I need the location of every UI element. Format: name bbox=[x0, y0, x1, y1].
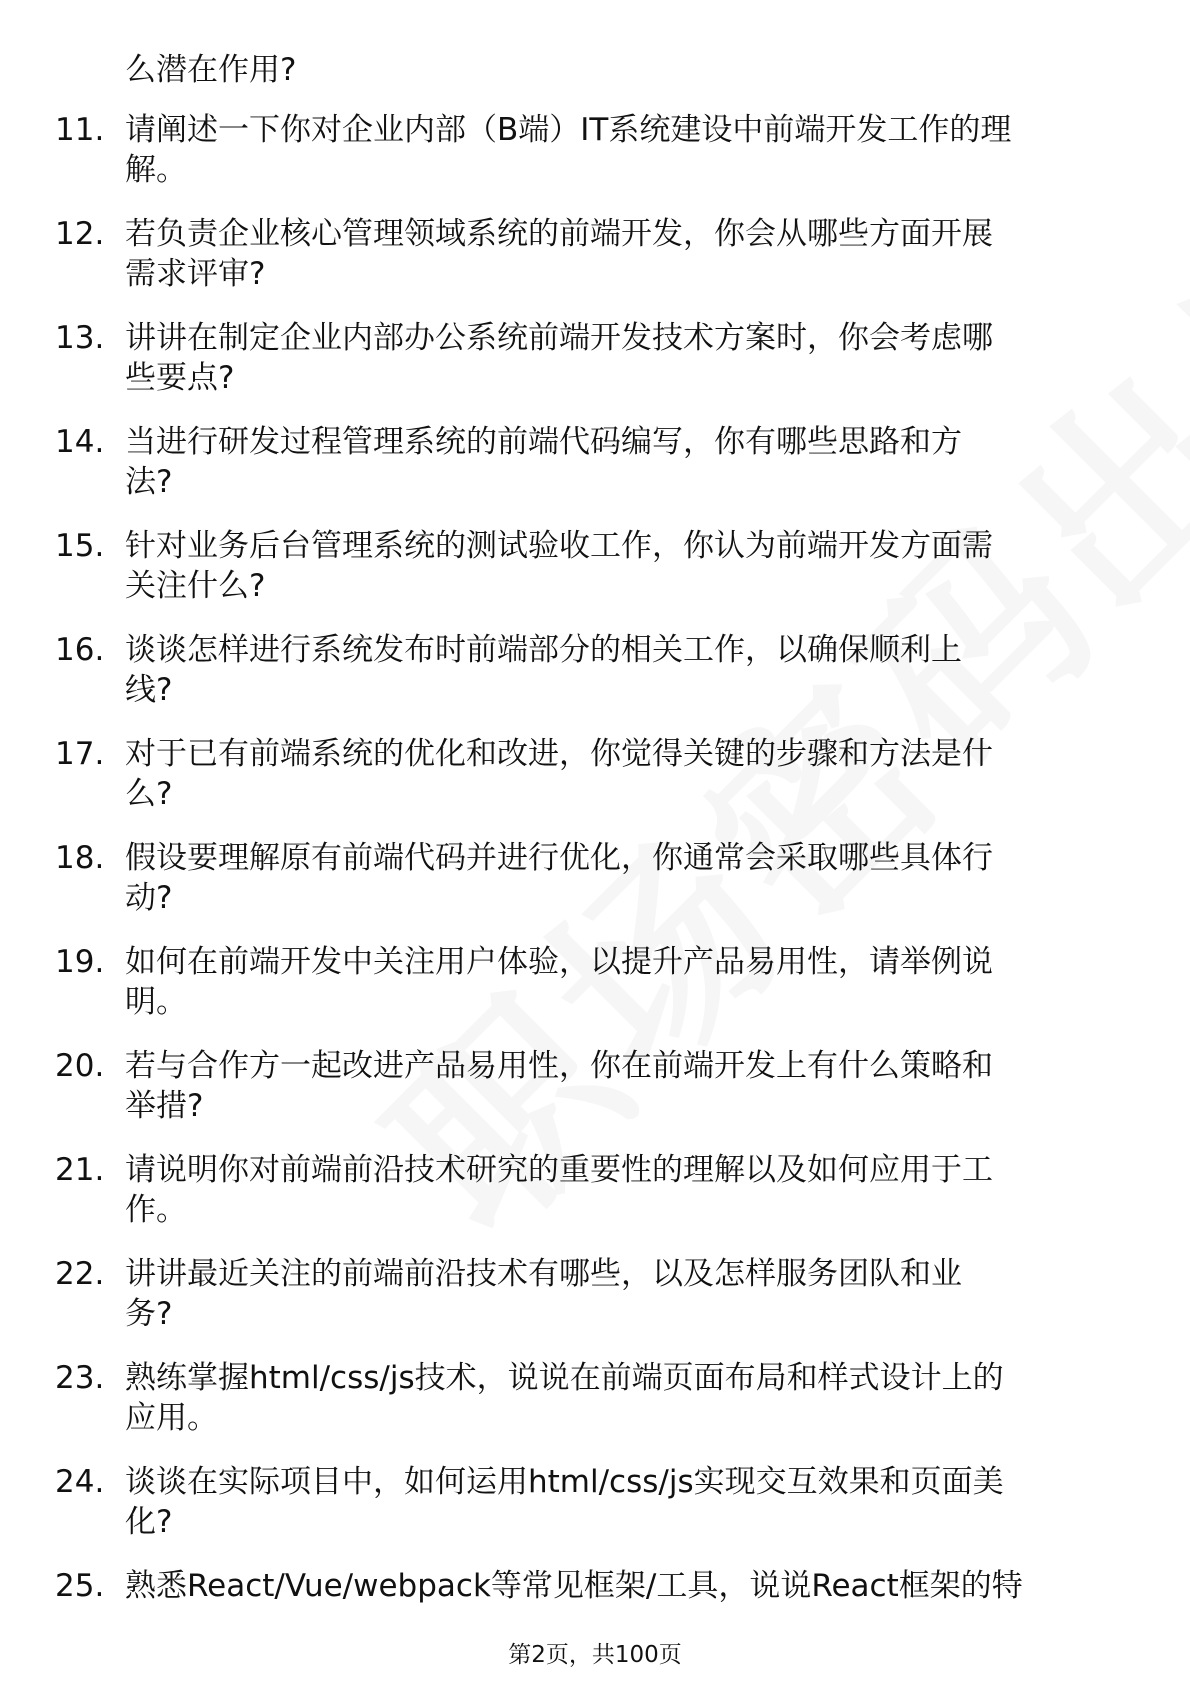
question-text-line: 动? bbox=[125, 880, 173, 916]
question-text-line: 熟悉React/Vue/webpack等常见框架/工具，说说React框架的特 bbox=[125, 1568, 1023, 1604]
question-number: 22. bbox=[55, 1256, 105, 1292]
question-text bbox=[125, 1566, 1135, 1606]
question-text-line: 假设要理解原有前端代码并进行优化，你通常会采取哪些具体行 bbox=[125, 840, 993, 876]
question-number: 21. bbox=[55, 1152, 105, 1188]
question-text bbox=[125, 1150, 1135, 1230]
question-list bbox=[0, 110, 1190, 1670]
page-footer: 第2页，共100页 bbox=[508, 1642, 682, 1668]
question-number: 12. bbox=[55, 216, 105, 252]
question-item bbox=[0, 1150, 1190, 1254]
question-text-line: 熟练掌握html/css/js技术，说说在前端页面布局和样式设计上的 bbox=[125, 1360, 1004, 1396]
question-item bbox=[0, 110, 1190, 214]
question-text bbox=[125, 838, 1135, 918]
question-text bbox=[125, 422, 1135, 502]
question-text-line: 举措? bbox=[125, 1088, 204, 1124]
question-text bbox=[125, 526, 1135, 606]
question-text bbox=[125, 1254, 1135, 1334]
question-text-line: 当进行研发过程管理系统的前端代码编写，你有哪些思路和方 bbox=[125, 424, 962, 460]
question-text bbox=[125, 1046, 1135, 1126]
question-text-line: 线? bbox=[125, 672, 173, 708]
question-text-line: 化? bbox=[125, 1504, 173, 1540]
question-text-line: 如何在前端开发中关注用户体验，以提升产品易用性，请举例说 bbox=[125, 944, 993, 980]
question-item bbox=[0, 1358, 1190, 1462]
question-number: 11. bbox=[55, 112, 105, 148]
question-item bbox=[0, 1046, 1190, 1150]
question-text-line: 对于已有前端系统的优化和改进，你觉得关键的步骤和方法是什 bbox=[125, 736, 993, 772]
question-text-line: 请说明你对前端前沿技术研究的重要性的理解以及如何应用于工 bbox=[125, 1152, 993, 1188]
question-number: 15. bbox=[55, 528, 105, 564]
question-number: 17. bbox=[55, 736, 105, 772]
question-text-line: 么? bbox=[125, 776, 173, 812]
question-text-line: 作。 bbox=[125, 1192, 187, 1228]
question-number: 18. bbox=[55, 840, 105, 876]
question-text-line: 法? bbox=[125, 464, 173, 500]
question-item bbox=[0, 630, 1190, 734]
question-number: 19. bbox=[55, 944, 105, 980]
question-item bbox=[0, 734, 1190, 838]
question-text-line: 谈谈怎样进行系统发布时前端部分的相关工作，以确保顺利上 bbox=[125, 632, 962, 668]
question-item bbox=[0, 1462, 1190, 1566]
question-text-line: 需求评审? bbox=[125, 256, 266, 292]
question-text-line: 若与合作方一起改进产品易用性，你在前端开发上有什么策略和 bbox=[125, 1048, 993, 1084]
question-number: 23. bbox=[55, 1360, 105, 1396]
question-text bbox=[125, 630, 1135, 710]
question-text-line: 请阐述一下你对企业内部（B端）IT系统建设中前端开发工作的理 bbox=[125, 112, 1012, 148]
question-text-line: 谈谈在实际项目中，如何运用html/css/js实现交互效果和页面美 bbox=[125, 1464, 1004, 1500]
question-number: 20. bbox=[55, 1048, 105, 1084]
question-text-line: 些要点? bbox=[125, 360, 235, 396]
question-item bbox=[0, 318, 1190, 422]
question-item bbox=[0, 526, 1190, 630]
question-text-line: 解。 bbox=[125, 152, 187, 188]
question-text-line: 应用。 bbox=[125, 1400, 218, 1436]
question-number: 16. bbox=[55, 632, 105, 668]
question-text bbox=[125, 1358, 1135, 1438]
question-item bbox=[0, 1254, 1190, 1358]
question-text bbox=[125, 734, 1135, 814]
question-text-line: 明。 bbox=[125, 984, 187, 1020]
question-text-line: 务? bbox=[125, 1296, 173, 1332]
continued-question-text: 么潜在作用? bbox=[125, 52, 297, 88]
question-text-line: 讲讲最近关注的前端前沿技术有哪些，以及怎样服务团队和业 bbox=[125, 1256, 962, 1292]
question-text bbox=[125, 942, 1135, 1022]
question-item bbox=[0, 422, 1190, 526]
question-item bbox=[0, 838, 1190, 942]
question-text bbox=[125, 1462, 1135, 1542]
question-text bbox=[125, 110, 1135, 190]
question-item bbox=[0, 214, 1190, 318]
question-item bbox=[0, 942, 1190, 1046]
question-text-line: 关注什么? bbox=[125, 568, 266, 604]
question-number: 25. bbox=[55, 1568, 105, 1604]
question-text-line: 针对业务后台管理系统的测试验收工作，你认为前端开发方面需 bbox=[125, 528, 993, 564]
question-text-line: 讲讲在制定企业内部办公系统前端开发技术方案时，你会考虑哪 bbox=[125, 320, 993, 356]
question-text bbox=[125, 318, 1135, 398]
question-number: 24. bbox=[55, 1464, 105, 1500]
question-number: 13. bbox=[55, 320, 105, 356]
question-text-line: 若负责企业核心管理领域系统的前端开发，你会从哪些方面开展 bbox=[125, 216, 993, 252]
question-text bbox=[125, 214, 1135, 294]
question-number: 14. bbox=[55, 424, 105, 460]
